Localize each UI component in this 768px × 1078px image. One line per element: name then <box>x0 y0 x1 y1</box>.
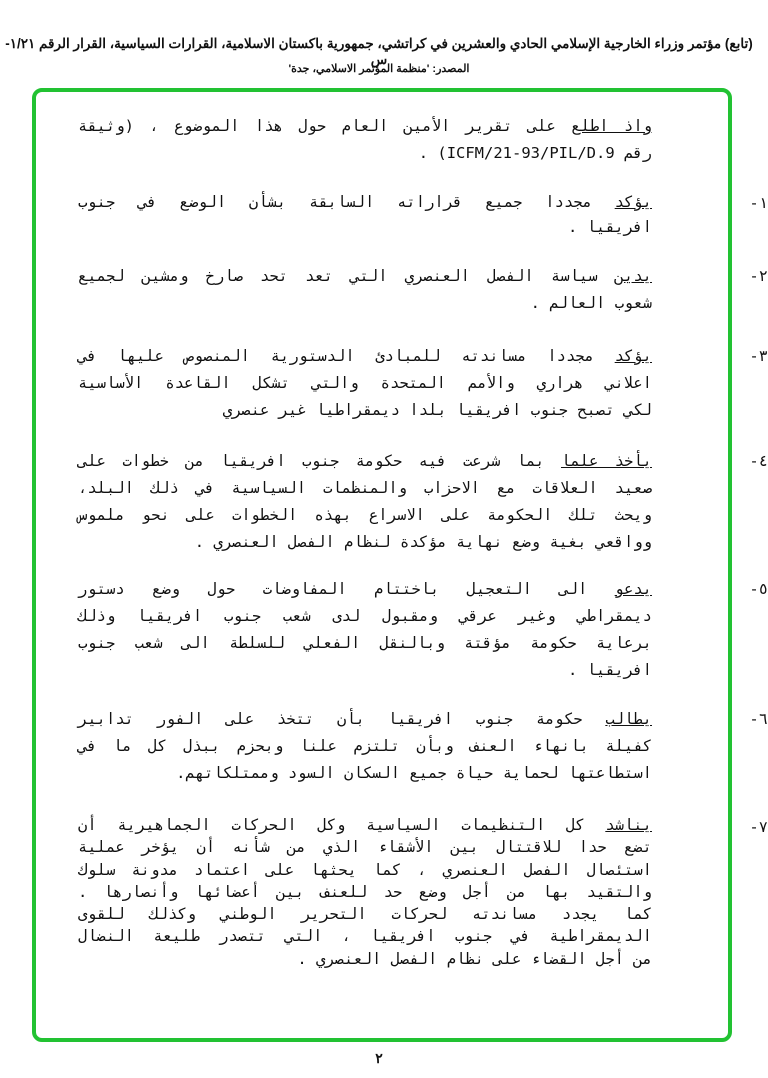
line-text: الى التعجيل باختتام المفاوضات حول وضع دستور <box>78 580 588 598</box>
paragraph-line <box>78 657 652 684</box>
lead-verb: يدعو <box>614 580 652 598</box>
line-text: افريقيا . <box>568 661 652 679</box>
paragraph-number: ٢- <box>749 267 768 285</box>
document-header-title: (تابع) مؤتمر وزراء الخارجية الإسلامي الحادي والعشرين في كراتشي، جمهورية باكستان الاسلامية، القرارات السياسية، القرار الرقم ١/٢١-س <box>5 36 753 67</box>
paragraph-line <box>78 140 652 167</box>
line-text: مجددا مساندته للمبادئ الدستورية المنصوص عليها في <box>78 347 594 365</box>
paragraph-number: ٦- <box>749 710 768 728</box>
resolution-paragraph <box>78 706 768 787</box>
resolution-paragraph <box>78 448 768 556</box>
paragraph-line <box>78 948 652 970</box>
paragraph-line <box>78 630 652 657</box>
paragraph-number: ٥- <box>749 580 768 598</box>
resolution-paragraph <box>78 263 768 317</box>
paragraph-line <box>78 343 652 370</box>
line-text: على تقرير الأمين العام حول هذا الموضوع ، (وثيقة <box>78 117 556 135</box>
paragraph-line <box>78 859 652 881</box>
lead-verb: يدين <box>614 267 652 285</box>
lead-verb: يؤكد <box>614 193 652 211</box>
page-number: ٢ <box>375 1050 383 1066</box>
paragraph-number: ٧- <box>749 818 768 836</box>
paragraph-line <box>78 448 652 475</box>
line-text: سياسة الفصل العنصري التي تعد تحد صارخ ومشين لجميع <box>78 267 598 285</box>
line-text: كما يجدد مساندته لحركات التحرير الوطني وكذلك للقوى <box>78 905 652 924</box>
paragraph-line <box>78 113 652 140</box>
line-text: افريقيا . <box>568 218 652 236</box>
paragraph-line <box>78 836 652 858</box>
line-text: من أجل القضاء على نظام الفصل العنصري . <box>297 949 652 968</box>
paragraph-line <box>78 881 652 903</box>
line-text: ديمقراطي وغير عرقي ومقبول لدى شعب جنوب افريقيا وذلك <box>78 607 652 625</box>
paragraph-line <box>78 190 652 215</box>
line-text: لكي تصبح جنوب افريقيا بلدا ديمقراطيا غير عنصري <box>222 401 652 419</box>
paragraph-line <box>78 263 652 290</box>
lead-verb: واذ اطلع <box>571 117 652 135</box>
paragraph-line <box>78 903 652 925</box>
line-text: مجددا جميع قراراته السابقة بشأن الوضع في جنوب <box>78 193 592 211</box>
line-text: استئصال الفصل العنصري ، كما يحثها على اعتماد مدونة سلوك <box>78 860 652 879</box>
line-text: كفيلة بانهاء العنف وبأن تلتزم علنا وبحزم ببذل كل ما في <box>78 737 652 755</box>
line-text: والتقيد بها من أجل وضع حد للعنف بين أعضائها وأنصارها . <box>78 882 652 901</box>
line-text: استطاعتها لحماية حياة جميع السكان السود وممتلكاتهم. <box>176 764 652 782</box>
paragraph-line <box>78 475 652 502</box>
paragraph-line <box>78 733 652 760</box>
paragraph-line <box>78 215 652 240</box>
paragraph-line <box>78 397 652 424</box>
resolution-paragraph <box>78 576 768 684</box>
line-text: صعيد العلاقات مع الاحزاب والمنظمات السياسية في ذلك البلد، <box>78 479 652 497</box>
document-source: المصدر: 'منظمة المؤتمر الاسلامي، جدة' <box>288 63 470 75</box>
resolution-paragraph <box>78 190 768 240</box>
lead-verb: يأخذ علما <box>560 452 652 470</box>
paragraph-line <box>78 290 652 317</box>
line-text: كل التنظيمات السياسية وكل الحركات الجماهيرية أن <box>78 816 585 834</box>
preamble-paragraph <box>78 113 652 167</box>
lead-verb: يؤكد <box>614 347 652 365</box>
paragraph-line <box>78 370 652 397</box>
line-text: برعاية حكومة مؤقتة وبالنقل الفعلي للسلطة الى شعب جنوب <box>78 634 652 652</box>
resolution-paragraph <box>78 814 768 970</box>
line-text: رقم ICFM/21-93/PIL/D.9) . <box>418 144 652 162</box>
line-text: تضع حدا للاقتتال بين الأشقاء الذي من شأنه أن يؤخر عملية <box>78 838 652 857</box>
line-text: الديمقراطية في جنوب افريقيا ، التي تتصدر طليعة النضال <box>78 927 652 946</box>
paragraph-line <box>78 814 652 836</box>
resolution-paragraph <box>78 343 768 424</box>
lead-verb: يناشد <box>605 816 652 834</box>
paragraph-line <box>78 576 652 603</box>
paragraph-line <box>78 760 652 787</box>
line-text: بما شرعت فيه حكومة جنوب افريقيا من خطوات على <box>78 452 545 470</box>
paragraph-line <box>78 706 652 733</box>
paragraph-number: ١- <box>749 194 768 212</box>
paragraph-number: ٣- <box>749 347 768 365</box>
paragraph-line <box>78 502 652 529</box>
lead-verb: يطالب <box>605 710 652 728</box>
paragraph-line <box>78 925 652 947</box>
line-text: ويحث تلك الحكومة على الاسراع بهذه الخطوات على نحو ملموس <box>78 506 652 524</box>
line-text: اعلاني هراري والأمم المتحدة والتي تشكل القاعدة الأساسية <box>78 374 652 392</box>
line-text: شعوب العالم . <box>530 294 652 312</box>
paragraph-number: ٤- <box>749 452 768 470</box>
line-text: حكومة جنوب افريقيا بأن تتخذ على الفور تدابير <box>78 710 583 728</box>
paragraph-line <box>78 529 652 556</box>
line-text: وواقعي بغية وضع نهاية مؤكدة لنظام الفصل العنصري . <box>194 533 652 551</box>
paragraph-line <box>78 603 652 630</box>
